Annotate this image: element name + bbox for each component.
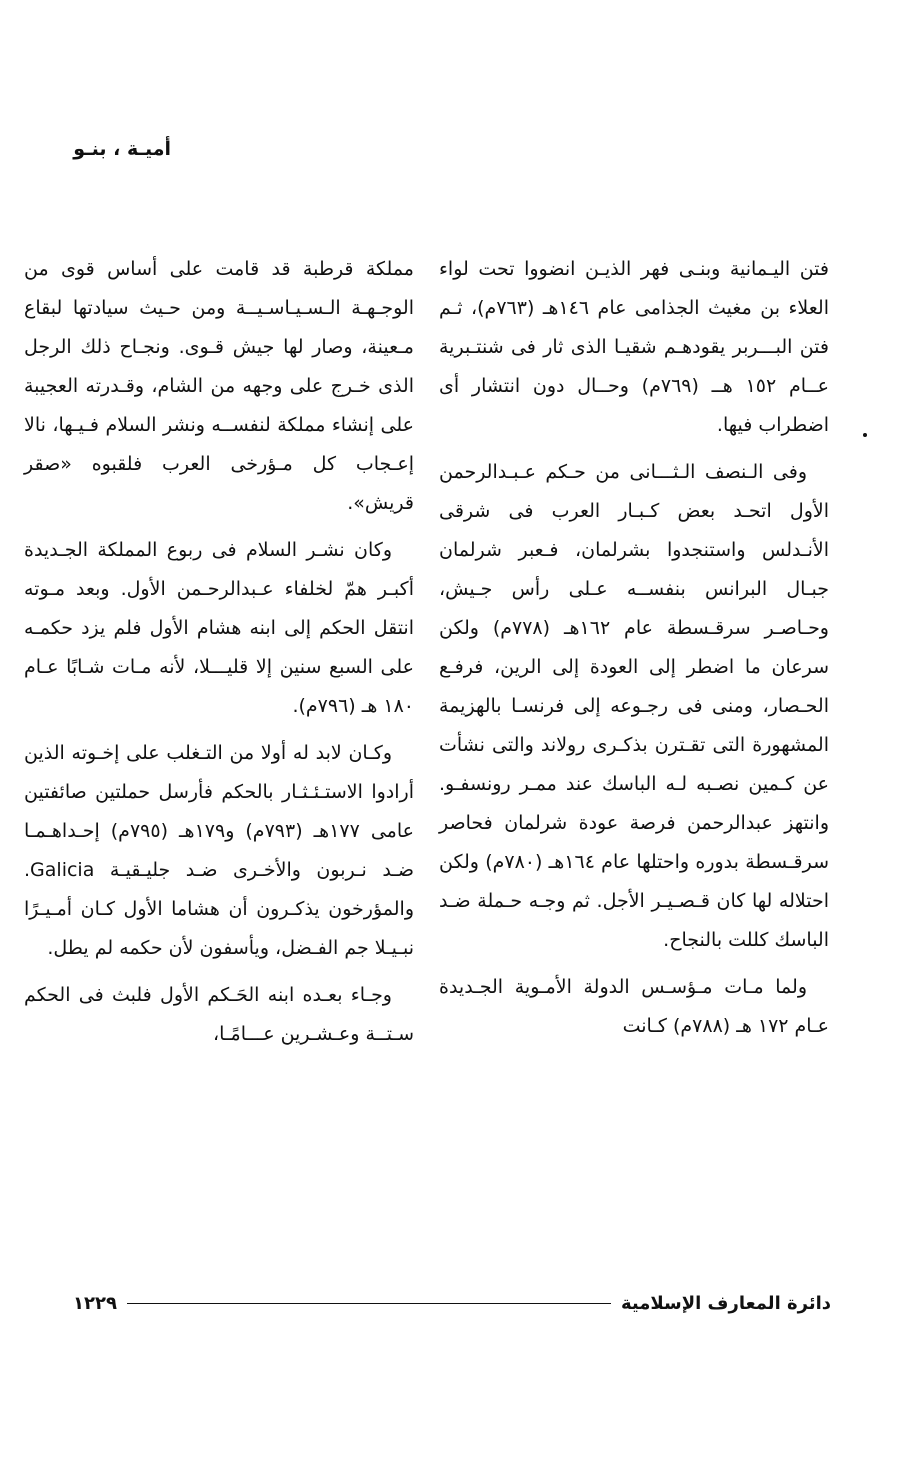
paragraph: وكـان لابد له أولا من التـغلب على إخـوته الذين أرادوا الاستـئـثـار بالحكم فأرسل حملتين صائفتين عامى ١٧٧هـ (٧٩٣م) و١٧٩هـ (٧٩٥م) إحـداهـمـا ضـد نـربون والأخـرى ضـد جليـقيـة Galicia. والمؤرخون يذكـرون أن هشاما الأول كـان أمـيـرًا نبـيـلا جم الفـضل، ويأسفون لأن حكمه لم يطل. — [24, 742, 414, 959]
page-number: ١٢٢٩ — [73, 1292, 117, 1314]
paragraph: وكان نشـر السلام فى ربوع المملكة الجـديدة أكبـر همّ لخلفاء عـبدالرحـمن الأول. وبعد مـوته انتقل الحكم إلى ابنه هشام الأول فلم يزد حكمـه على السبع سنين إلا قليـــلا، لأنه مـات شـابًا عـام ١٨٠ هـ (٧٩٦م). — [24, 539, 414, 717]
paragraph: ولما مـات مـؤسـس الدولة الأمـوية الجـديدة عـام ١٧٢ هـ (٧٨٨م) كـانت — [439, 976, 829, 1037]
journal-title: دائرة المعارف الإسلامية — [620, 1292, 831, 1314]
paragraph: مملكة قرطبة قد قامت على أساس قوى من الوجـهـة الـسـيـاسـيــة ومن حـيث سيادتها لبقاع مـعينة، وصار لها جيش قـوى. ونجـاح ذلك الرجل الذى خـرج على وجهه من الشام، وقـدرته العجيبة على إنشاء مملكة لنفســه ونشر السلام فـيـها، نالا إعـجاب كل مـؤرخى العرب فلقبوه «صقر قريش». — [24, 258, 414, 514]
left-column — [24, 250, 414, 1062]
right-column — [439, 250, 829, 1054]
margin-dot — [863, 433, 867, 437]
running-header: أميـة ، بنـو — [73, 138, 171, 160]
paragraph: فتن اليـمانية وبنـى فهر الذيـن انضووا تحت لواء العلاء بن مغيث الجذامى عام ١٤٦هـ (٧٦٣م)، ثـم فتن البـــربر يقودهـم شقيـا الذى ثار فى شنتـبرية عــام ١٥٢ هــ (٧٦٩م) وحــال دون انتشار أى اضطراب فيها. — [439, 258, 830, 436]
paragraph: وجـاء بعـده ابنه الحَـكم الأول فلبث فى الحكم سـتــة وعـشـرين عـــامًـا، — [24, 984, 414, 1045]
footer-rule — [127, 1303, 611, 1304]
paragraph: وفى الـنصف الـثـــانى من حـكم عـبـدالرحمن الأول اتحـد بعض كـبـار العرب فى شرقى الأنـدلس واستنجدوا بشرلمان، فـعبر شرلمان جبـال البرانس بنفســه عـلى رأس جـيش، وحـاصـر سرقـسطة عام ١٦٢هـ (٧٧٨م) ولكن سرعان ما اضطر إلى العودة إلى الرين، فرفـع الحـصار، ومنى فى رجـوعه إلى فرنسـا بالهزيمة المشهورة التى تقـترن بذكـرى رولاند والتى نشأت عن كـمين نصـبه لـه الباسك عند ممـر رونسفـو. وانتهز عبدالرحمن فرصة عودة شرلمان فحاصر سرقـسطة بدوره واحتلها عام ١٦٤هـ (٧٨٠م) ولكن احتلاله لها كان قـصـيـر الأجل. ثم وجـه حـملة ضـد الباسك كللت بالنجاح. — [439, 461, 829, 951]
page-footer — [73, 1288, 831, 1318]
